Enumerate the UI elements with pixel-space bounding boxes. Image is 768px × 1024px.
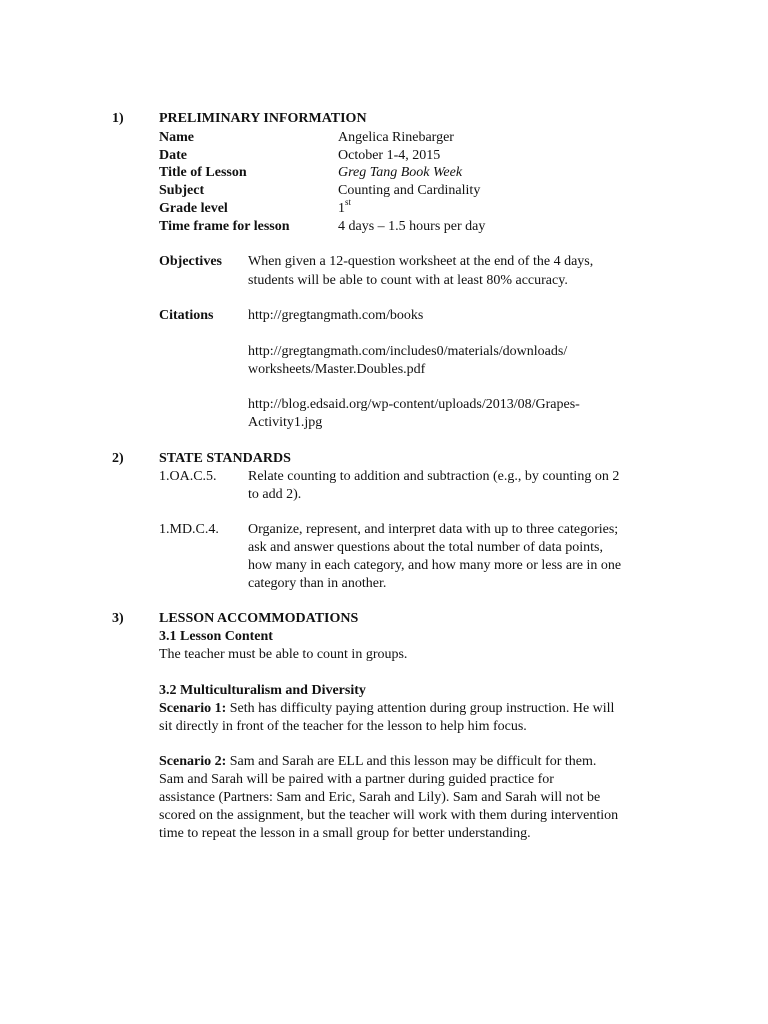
- field-label-date: Date: [159, 148, 187, 163]
- scenario-1-line: [159, 700, 614, 718]
- section-3-heading: LESSON ACCOMMODATIONS: [159, 611, 359, 626]
- field-value-timeframe: 4 days – 1.5 hours per day: [338, 219, 486, 234]
- citations-label: Citations: [159, 308, 214, 323]
- scenario-2-text: Sam and Sarah are ELL and this lesson may be difficult for them.: [226, 754, 597, 769]
- field-label-timeframe: Time frame for lesson: [159, 219, 290, 234]
- standard-code: 1.MD.C.4.: [159, 522, 219, 537]
- section-1-heading: PRELIMINARY INFORMATION: [159, 111, 367, 126]
- field-label-subject: Subject: [159, 183, 205, 198]
- citation-link-continued: worksheets/Master.Doubles.pdf: [248, 362, 426, 377]
- scenario-2-line: [159, 753, 596, 771]
- field-value-date: October 1-4, 2015: [338, 148, 441, 163]
- citation-link-continued: Activity1.jpg: [248, 415, 323, 430]
- standard-text-line: ask and answer questions about the total number of data points,: [248, 540, 603, 555]
- subsection-3-1-text: The teacher must be able to count in groups.: [159, 647, 408, 662]
- citation-link: http://gregtangmath.com/books: [248, 308, 424, 323]
- grade-suffix: st: [345, 197, 352, 208]
- field-value-title: Greg Tang Book Week: [338, 165, 463, 180]
- scenario-2-line: scored on the assignment, but the teacher will work with them during intervention: [159, 808, 619, 823]
- standard-text-line: category than in another.: [248, 576, 387, 591]
- standard-text-line: how many in each category, and how many more or less are in one: [248, 558, 622, 573]
- section-1-number: 1): [112, 111, 124, 126]
- field-label-name: Name: [159, 130, 194, 145]
- scenario-1-text: Seth has difficulty paying attention during group instruction. He will: [226, 701, 615, 716]
- subsection-3-1-heading: 3.1 Lesson Content: [159, 629, 273, 644]
- field-value-grade: [338, 197, 352, 218]
- citation-link: http://blog.edsaid.org/wp-content/uploads/2013/08/Grapes-: [248, 397, 580, 412]
- scenario-2-label: Scenario 2:: [159, 754, 227, 769]
- field-label-title: Title of Lesson: [159, 165, 247, 180]
- citation-link: http://gregtangmath.com/includes0/materials/downloads/: [248, 344, 568, 359]
- scenario-2-line: time to repeat the lesson in a small group for better understanding.: [159, 826, 531, 841]
- scenario-1-line: sit directly in front of the teacher for the lesson to help him focus.: [159, 719, 527, 734]
- subsection-3-2-heading: 3.2 Multiculturalism and Diversity: [159, 683, 366, 698]
- scenario-1-label: Scenario 1:: [159, 701, 227, 716]
- standard-text-line: Relate counting to addition and subtraction (e.g., by counting on 2: [248, 469, 620, 484]
- standard-text-line: Organize, represent, and interpret data with up to three categories;: [248, 522, 619, 537]
- section-2-heading: STATE STANDARDS: [159, 451, 291, 466]
- standard-code: 1.OA.C.5.: [159, 469, 217, 484]
- section-3-number: 3): [112, 611, 124, 626]
- field-label-grade: Grade level: [159, 201, 228, 216]
- standard-text-line: to add 2).: [248, 487, 302, 502]
- field-value-name: Angelica Rinebarger: [338, 130, 454, 145]
- section-2-number: 2): [112, 451, 124, 466]
- scenario-2-line: Sam and Sarah will be paired with a partner during guided practice for: [159, 772, 554, 787]
- objectives-line: students will be able to count with at least 80% accuracy.: [248, 273, 568, 288]
- field-value-subject: Counting and Cardinality: [338, 183, 481, 198]
- scenario-2-line: assistance (Partners: Sam and Eric, Sarah and Lily). Sam and Sarah will not be: [159, 790, 601, 805]
- grade-number: 1: [338, 201, 345, 216]
- objectives-label: Objectives: [159, 254, 222, 269]
- objectives-line: When given a 12-question worksheet at the end of the 4 days,: [248, 254, 594, 269]
